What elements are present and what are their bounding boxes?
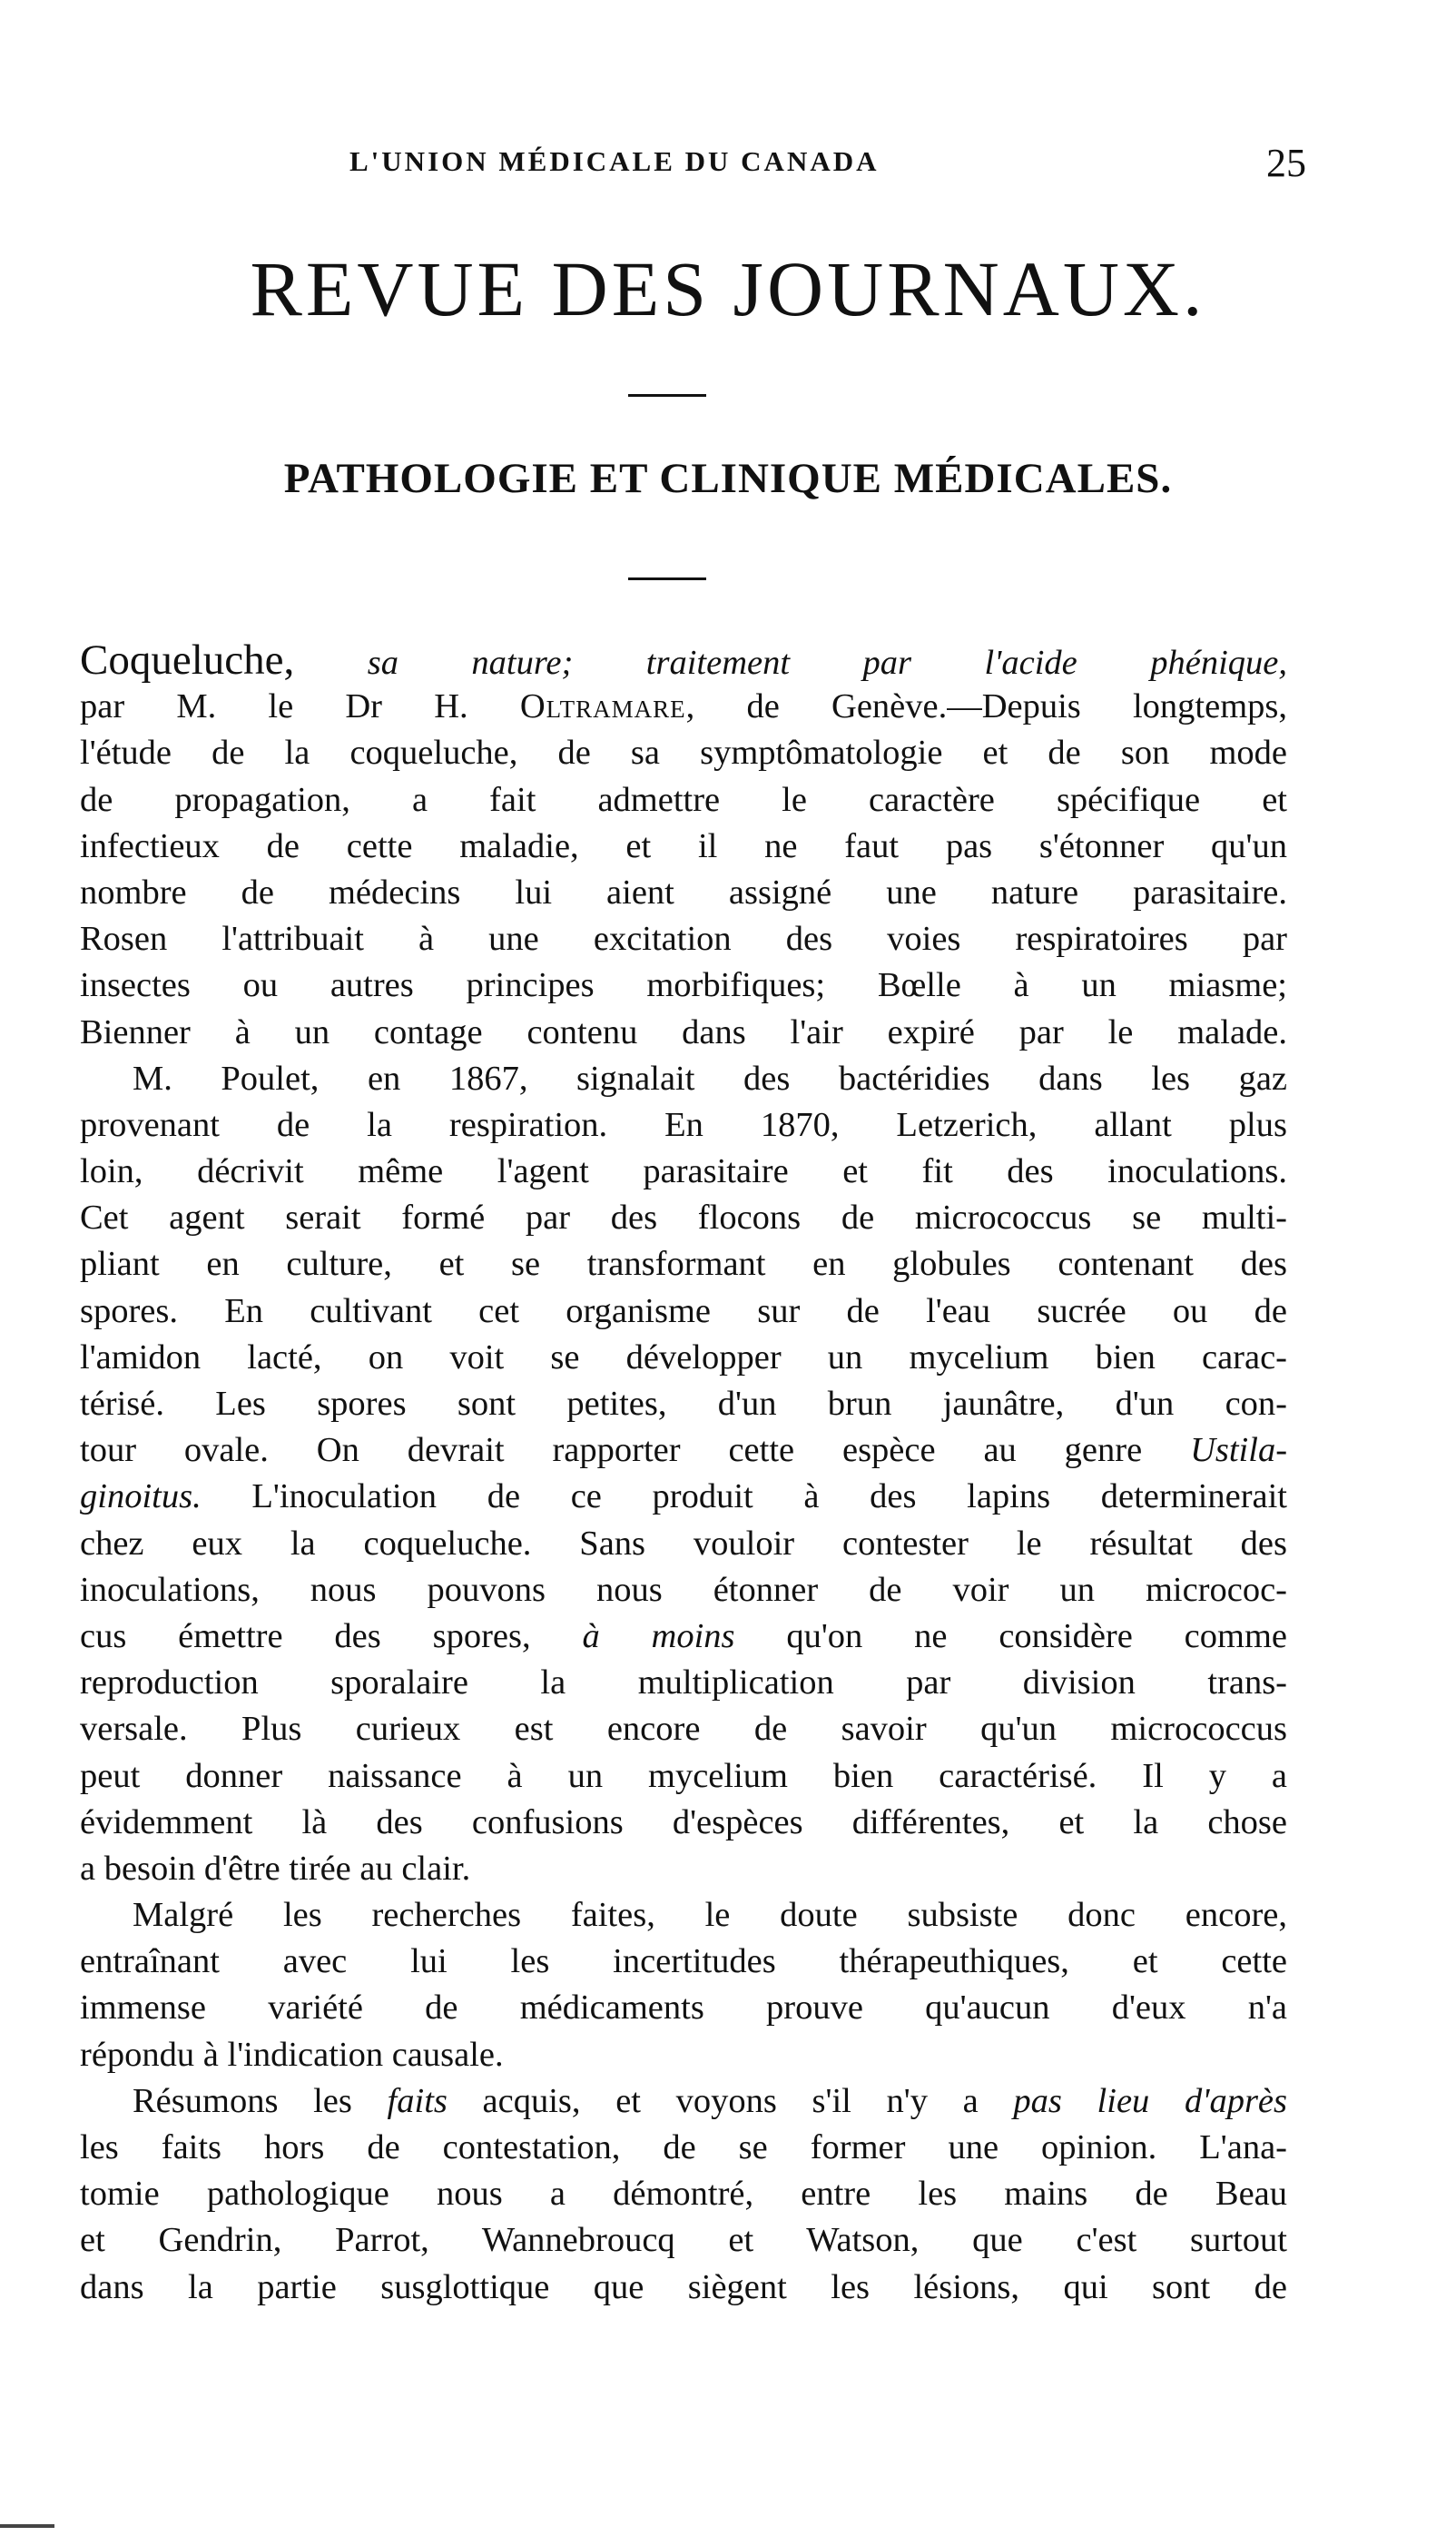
byline-line: [80, 684, 1287, 730]
paragraph-start-line: M. Poulet, en 1867, signalait des bactéridies dans les gaz: [133, 1059, 1287, 1098]
text-line: versale. Plus curieux est encore de savoir qu'un micrococcus: [80, 1710, 1287, 1749]
text-segment: acquis, et voyons s'il n'y a: [482, 2081, 979, 2120]
text-line: l'étude de la coqueluche, de sa symptômatologie et de son mode: [80, 734, 1287, 773]
text-line: et Gendrin, Parrot, Wannebroucq et Watson, que c'est surtout: [80, 2221, 1287, 2260]
divider-rule: [628, 394, 706, 397]
text-line: Rosen l'attribuait à une excitation des voies respiratoires par: [80, 920, 1287, 959]
byline-suffix: , de Genève.—Depuis longtemps,: [685, 687, 1288, 726]
text-line: Bienner à un contage contenu dans l'air expiré par le malade.: [80, 1012, 1287, 1051]
text-segment: Résumons les: [133, 2081, 352, 2120]
text-segment: L'inoculation de ce produit à des lapins determinerait: [251, 1477, 1288, 1516]
text-line: nombre de médecins lui aient assigné une nature parasitaire.: [80, 873, 1287, 912]
article-title-subtitle: sa nature; traitement par l'acide phénique,: [367, 644, 1287, 682]
italic-phrase: à moins: [582, 1616, 735, 1655]
text-line: infectieux de cette maladie, et il ne faut pas s'étonner qu'un: [80, 826, 1287, 865]
text-line: térisé. Les spores sont petites, d'un brun jaunâtre, d'un con-: [80, 1385, 1287, 1423]
divider-rule: [628, 577, 706, 580]
genus-name-italic: Ustila-: [1190, 1431, 1288, 1470]
subsection-title: PATHOLOGIE ET CLINIQUE MÉDICALES.: [283, 455, 1173, 502]
text-line: tomie pathologique nous a démontré, entre les mains de Beau: [80, 2175, 1287, 2214]
text-line: de propagation, a fait admettre le caractère spécifique et: [80, 780, 1287, 819]
page-number: 25: [1266, 141, 1306, 185]
paragraph-end-line: répondu à l'indication causale.: [80, 2035, 504, 2074]
author-name: Oltramare: [519, 687, 686, 726]
italic-phrase: faits: [387, 2081, 448, 2120]
text-line: pliant en culture, et se transformant en globules contenant des: [80, 1245, 1287, 1284]
text-line: entraînant avec lui les incertitudes thérapeuthiques, et cette: [80, 1942, 1287, 1981]
paragraph-start-line: Malgré les recherches faites, le doute subsiste donc encore,: [133, 1896, 1287, 1935]
text-segment: qu'on ne considère comme: [786, 1616, 1287, 1655]
text-line: dans la partie susglottique que siègent les lésions, qui sont de: [80, 2267, 1287, 2306]
page-edge-mark: [0, 2524, 54, 2528]
text-line: loin, décrivit même l'agent parasitaire et fit des inoculations.: [80, 1152, 1287, 1191]
text-line: [80, 1427, 1287, 1474]
running-head: L'UNION MÉDICALE DU CANADA: [349, 145, 880, 177]
text-line: reproduction sporalaire la multiplication par division trans-: [80, 1663, 1287, 1702]
article-title-line: [80, 637, 1287, 684]
text-line: Cet agent serait formé par des flocons de micrococcus se multi-: [80, 1199, 1287, 1238]
article-title-word: Coqueluche,: [80, 636, 295, 684]
section-title: REVUE DES JOURNAUX.: [250, 245, 1206, 332]
article-body: [80, 637, 1287, 2311]
text-line: [80, 1474, 1287, 1520]
text-line: immense variété de médicaments prouve qu'aucun d'eux n'a: [80, 1988, 1287, 2028]
paragraph-end-line: a besoin d'être tirée au clair.: [80, 1849, 471, 1888]
text-line: [80, 1613, 1287, 1660]
text-line: spores. En cultivant cet organisme sur de l'eau sucrée ou de: [80, 1291, 1287, 1330]
italic-phrase: pas lieu d'après: [1013, 2081, 1287, 2120]
text-line: évidemment là des confusions d'espèces différentes, et la chose: [80, 1802, 1287, 1841]
text-line: insectes ou autres principes morbifiques; Bœlle à un miasme;: [80, 966, 1287, 1005]
byline-prefix: par M. le Dr H.: [80, 687, 468, 726]
paragraph-start-line: [80, 2078, 1287, 2125]
text-line: l'amidon lacté, on voit se développer un mycelium bien carac-: [80, 1337, 1287, 1377]
text-line: chez eux la coqueluche. Sans vouloir contester le résultat des: [80, 1524, 1287, 1563]
text-line: les faits hors de contestation, de se former une opinion. L'ana-: [80, 2128, 1287, 2166]
genus-name-italic: ginoitus.: [80, 1477, 202, 1516]
text-line: peut donner naissance à un mycelium bien caractérisé. Il y a: [80, 1756, 1287, 1795]
text-line: provenant de la respiration. En 1870, Letzerich, allant plus: [80, 1105, 1287, 1144]
text-segment: tour ovale. On devrait rapporter cette espèce au genre: [80, 1431, 1143, 1470]
text-segment: cus émettre des spores,: [80, 1616, 531, 1655]
text-line: inoculations, nous pouvons nous étonner de voir un micrococ-: [80, 1570, 1287, 1609]
